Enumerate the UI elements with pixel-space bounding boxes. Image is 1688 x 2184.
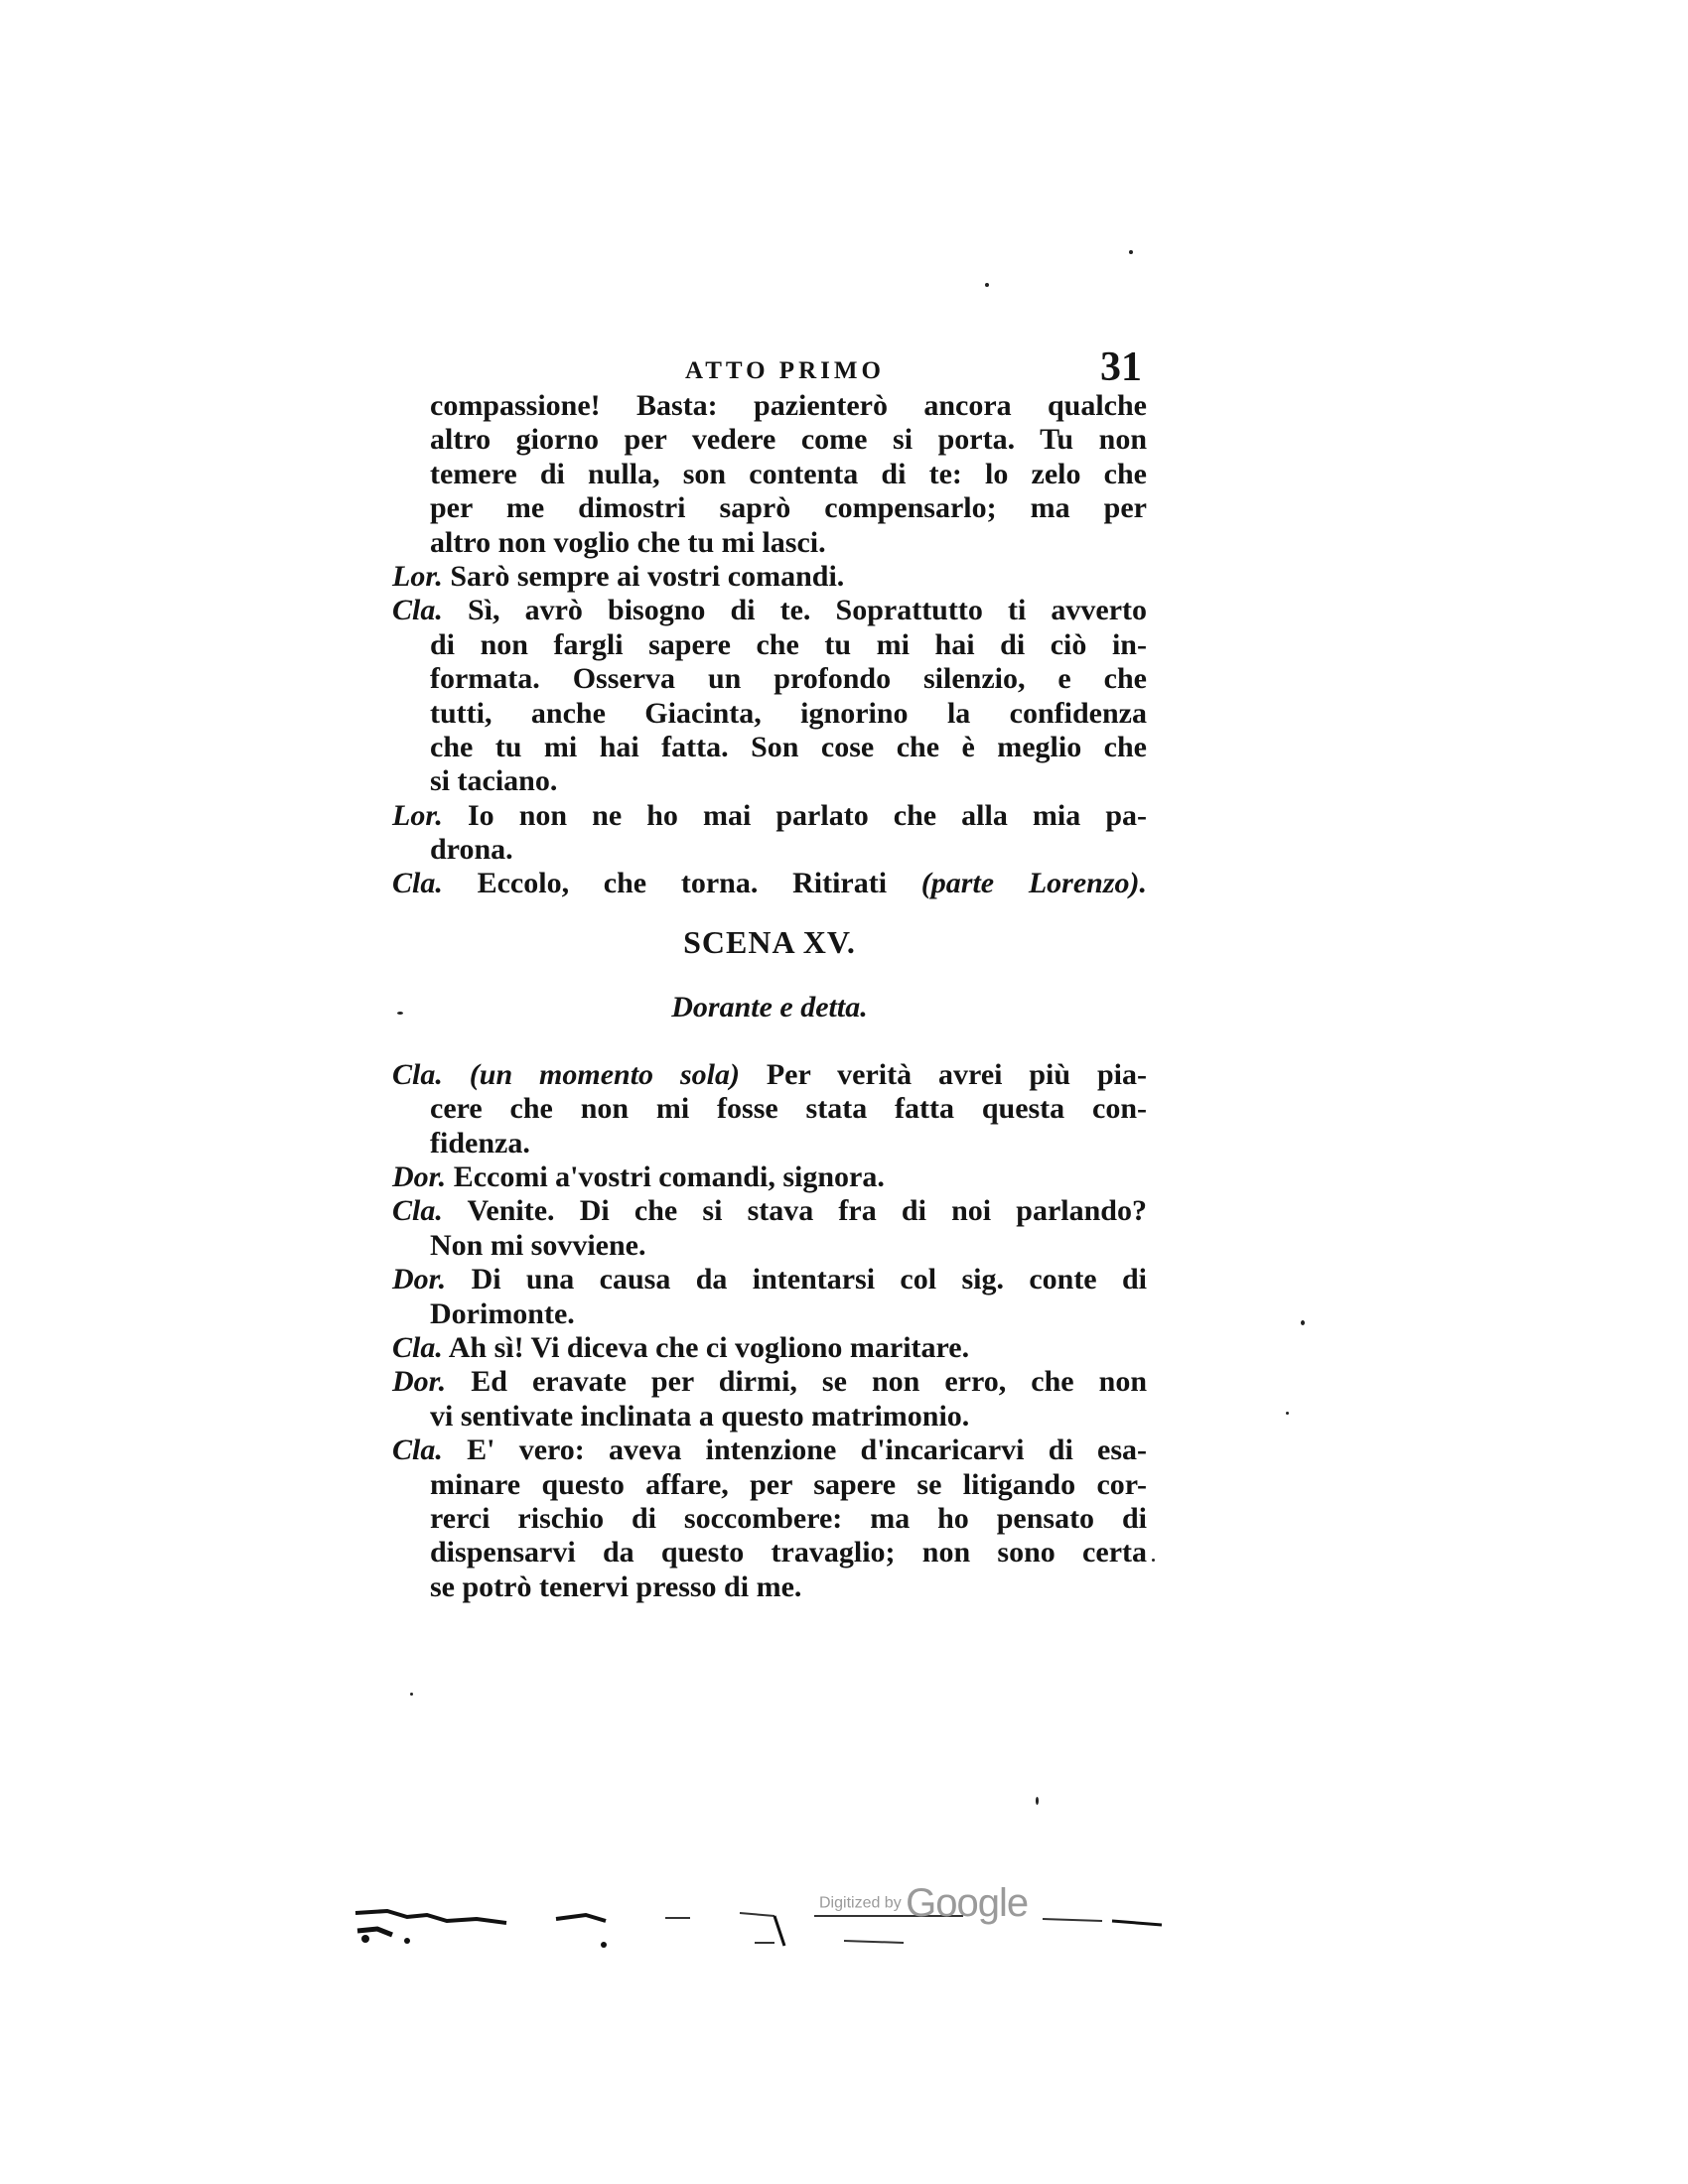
spacer [392,1030,1147,1058]
text-line: minare questo affare, per sapere se litigando cor- [430,1467,1147,1501]
text-line: se potrò tenervi presso di me. [430,1570,802,1603]
speech-text: Ed eravate per dirmi, se non erro, che non [471,1365,1148,1399]
dialogue-line [392,1433,1147,1467]
text-line: drona. [430,833,513,867]
speech-text: Venite. Di che si stava fra di noi parlando? [467,1194,1147,1228]
speaker-name: Cla. [392,1433,443,1467]
text-line: Non mi sovviene. [430,1228,646,1262]
speech-text: E' vero: aveva intenzione d'incaricarvi di esa- [467,1433,1148,1467]
dialogue-line [392,1365,1147,1399]
watermark-prefix: Digitized by [819,1894,902,1912]
text-line: si taciano. [430,764,558,798]
dialogue-line [392,1194,1147,1228]
text-line: dispensarvi da questo travaglio; non sono certa [430,1536,1147,1570]
running-title: ATTO PRIMO [685,357,885,384]
speaker-name: Cla. [392,867,443,900]
text-line: tutti, anche Giacinta, ignorino la confidenza [430,696,1147,730]
speech-text: Eccolo, che torna. Ritirati [477,867,888,900]
text-line: Dorimonte. [430,1297,575,1330]
dialogue-line [392,867,1147,900]
speech-text: Eccomi a'vostri comandi, signora. [453,1160,885,1194]
text-line: vi sentivate inclinata a questo matrimonio. [430,1399,970,1433]
speaker-name: Cla. [392,594,443,627]
dialogue-line [392,1331,1147,1365]
speaker-name: Cla. [392,1330,443,1364]
scan-speck [1286,1412,1289,1415]
page-number: 31 [1100,344,1142,390]
digitized-by-google-watermark [819,1881,1028,1926]
scan-speck [397,1012,403,1015]
speaker-name: Dor. [392,1160,447,1194]
speaker-name: Dor. [392,1263,447,1297]
text-line: compassione! Basta: pazienterò ancora qualche [430,389,1147,422]
text-line: formata. Osserva un profondo silenzio, e che [430,662,1147,696]
scene-title: SCENA XV. [683,923,856,960]
speaker-name: Cla. [392,1057,443,1091]
speaker-name: Lor. [392,559,443,593]
text-line: fidenza. [430,1126,530,1160]
text-line: rerci rischio di soccombere: ma ho pensato di [430,1501,1147,1535]
text-line: che tu mi hai fatta. Son cose che è meglio che [430,730,1147,763]
scene-characters: Dorante e detta. [671,990,868,1024]
scan-speck [1301,1320,1305,1325]
speaker-name: Dor. [392,1365,447,1399]
speech-text: Sì, avrò bisogno di te. Soprattutto ti avverto [467,594,1147,627]
dialogue-line [392,799,1147,833]
dialogue-line [392,560,1147,594]
text-line: temere di nulla, son contenta di te: lo zelo che [430,457,1147,490]
speech-text: Per verità avrei più pia- [766,1057,1147,1091]
speaker-name: Lor. [392,798,443,832]
scan-speck [410,1693,413,1696]
scan-noise [348,1891,1172,1961]
play-text [392,389,1147,1604]
text-line: altro non voglio che tu mi lasci. [430,525,826,559]
speech-text: Ah sì! Vi diceva che ci vogliono maritare. [448,1330,970,1364]
text-line: di non fargli sapere che tu mi hai di ciò in- [430,627,1147,661]
scan-speck [1152,1559,1155,1562]
text-line: per me dimostri saprò compensarlo; ma per [430,491,1147,525]
dialogue-line [392,594,1147,627]
speech-text: Sarò sempre ai vostri comandi. [450,559,845,593]
speech-text: Di una causa da intentarsi col sig. conte di [471,1263,1148,1297]
text-line: cere che non mi fosse stata fatta questa con- [430,1092,1147,1126]
speaker-name: Cla. [392,1194,443,1228]
stage-direction: (un momento sola) [469,1057,740,1091]
text-line: altro giorno per vedere come si porta. Tu non [430,423,1147,457]
stage-direction: (parte Lorenzo). [920,867,1147,900]
dialogue-line [392,1058,1147,1092]
speech-text: Io non ne ho mai parlato che alla mia pa- [467,798,1147,832]
scan-speck [1036,1797,1039,1805]
scan-speck [985,283,989,287]
dialogue-line [392,1160,1147,1194]
google-logo: Google [906,1881,1029,1925]
dialogue-line [392,1263,1147,1297]
scan-speck [1129,250,1133,254]
